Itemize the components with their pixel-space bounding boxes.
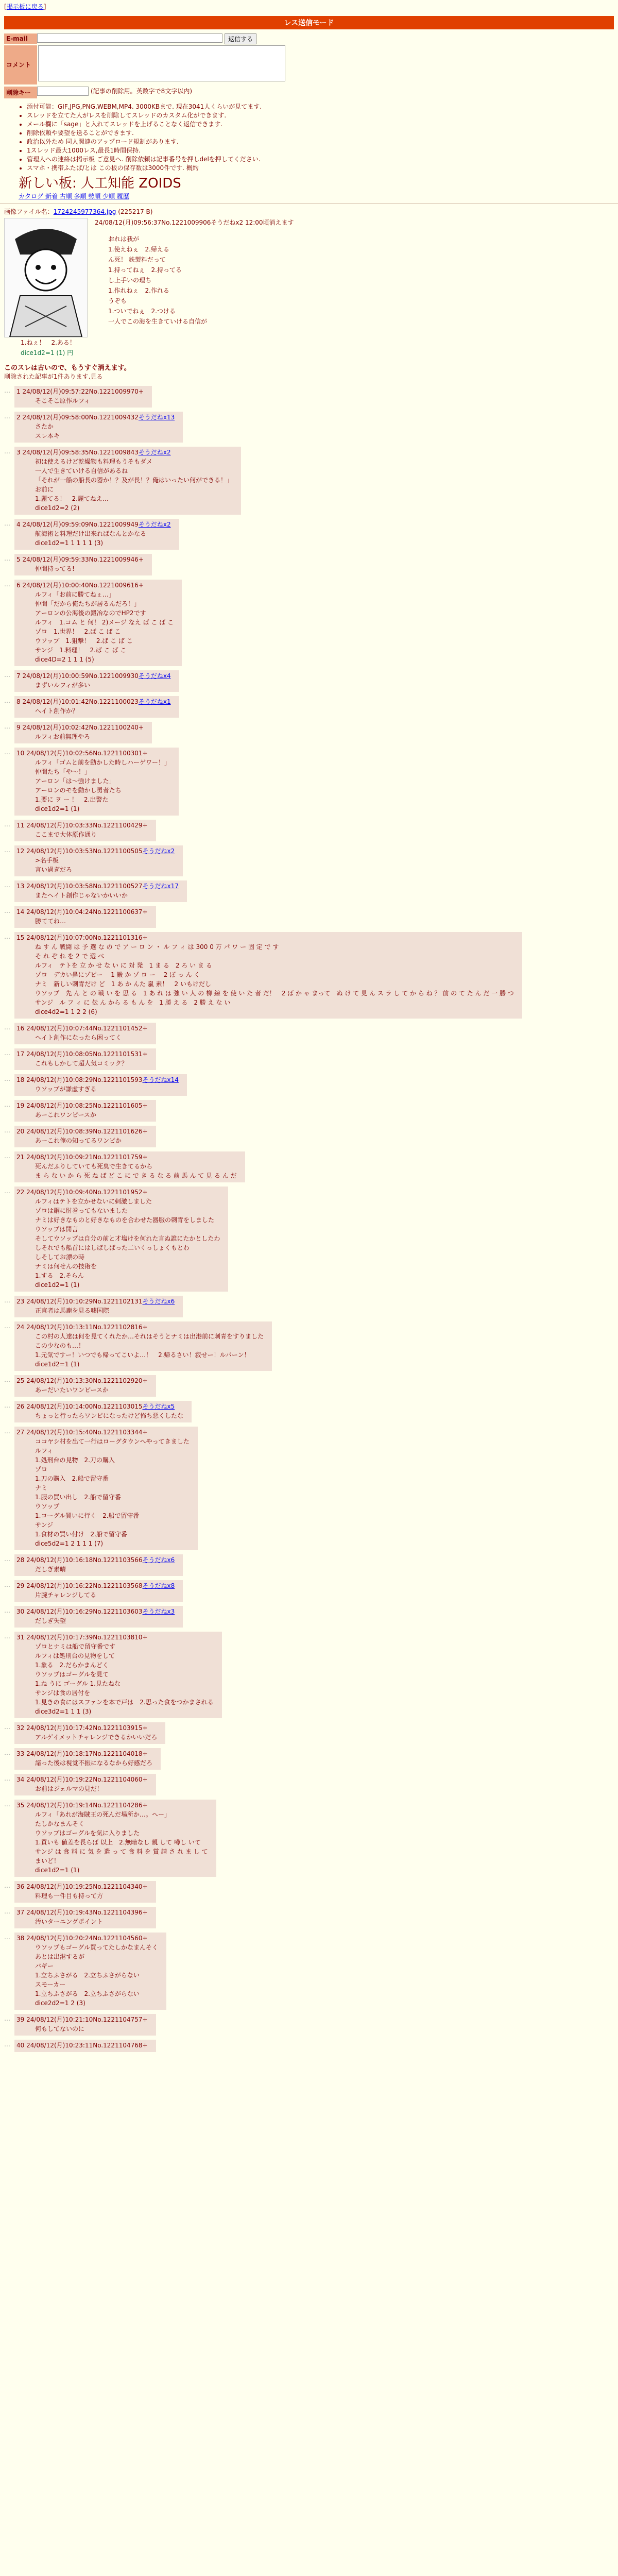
notes-list — [19, 103, 618, 173]
reply-header — [16, 933, 514, 942]
reply-indent: … — [4, 1323, 10, 1330]
reply-box — [14, 880, 187, 902]
reply-indent: … — [4, 2041, 10, 2048]
reply-meta[interactable]: 6 24/08/12(月)10:00:40No.1221009616+ — [16, 582, 144, 589]
reply-post — [4, 1100, 614, 1122]
reply-header — [16, 1024, 148, 1033]
reply-meta[interactable]: 12 24/08/12(月)10:03:53No.1221100505 — [16, 848, 143, 855]
op-line: 1.使えねぇ 2.帰える — [108, 246, 169, 253]
reply-meta[interactable]: 16 24/08/12(月)10:07:44No.1221101452+ — [16, 1025, 148, 1032]
reply-body: ヘイト創作か？ — [35, 707, 79, 715]
note-item: • スマホ・携帯ふたば/とは この板の保存数は3000件です. 概約 — [27, 164, 618, 173]
op-line: 1.作れねぇ 2.作れる — [108, 287, 169, 294]
reply-meta[interactable]: 4 24/08/12(月)09:59:09No.1221009949 — [16, 521, 139, 528]
reply-post — [4, 412, 614, 443]
reply-post — [4, 1933, 614, 2010]
reply-body: ウソップが謙虚すぎる — [35, 1086, 97, 1093]
note-item: • 添付可能：GIF,JPG,PNG,WEBM,MP4. 3000KBまで. 現在3041人くらいが見てます. — [27, 103, 618, 111]
reply-box — [14, 748, 179, 816]
op-line: し上手いの理ち — [108, 277, 152, 284]
reply-box — [14, 1748, 161, 1770]
reply-meta[interactable]: 25 24/08/12(月)10:13:30No.1221102920+ — [16, 1377, 148, 1384]
reply-post — [4, 748, 614, 816]
reply-body: ルフィお前無理やろ — [35, 733, 91, 740]
reply-post — [4, 1074, 614, 1096]
reply-box — [14, 1321, 272, 1371]
reply-header — [16, 387, 144, 396]
reply-meta[interactable]: 20 24/08/12(月)10:08:39No.1221101626+ — [16, 1128, 148, 1135]
reply-meta[interactable]: 9 24/08/12(月)10:02:42No.1221100240+ — [16, 724, 144, 731]
reply-meta[interactable]: 29 24/08/12(月)10:16:22No.1221103568 — [16, 1582, 143, 1589]
reply-post — [4, 1023, 614, 1044]
reply-indent: … — [4, 1101, 10, 1108]
reply-header — [16, 907, 148, 917]
reply-header — [16, 882, 179, 891]
note-item: • 削除依頼や要望を送ることができます. — [27, 129, 618, 138]
reply-post — [4, 1187, 614, 1292]
reply-meta[interactable]: 30 24/08/12(月)10:16:29No.1221103603 — [16, 1608, 143, 1615]
soudane-button[interactable]: そうだねx2 — [142, 848, 175, 855]
reply-meta[interactable]: 7 24/08/12(月)10:00:59No.1221009930 — [16, 672, 139, 680]
reply-header — [16, 1908, 148, 1917]
reply-post — [4, 1774, 614, 1795]
delkey-label: 削除キー — [4, 87, 37, 98]
reply-post — [4, 670, 614, 692]
reply-meta[interactable]: 33 24/08/12(月)10:18:17No.1221104018+ — [16, 1750, 148, 1757]
comment-textarea[interactable] — [38, 45, 285, 81]
op-line: ん死！ 鉄製料だって — [108, 256, 166, 263]
reply-header — [16, 1775, 148, 1784]
reply-meta[interactable]: 5 24/08/12(月)09:59:33No.1221009946+ — [16, 556, 144, 563]
soudane-button[interactable]: そうだねx3 — [142, 1608, 175, 1615]
reply-header — [16, 1323, 264, 1332]
reply-body: これもしかして超人気コミック？ — [35, 1060, 128, 1067]
reply-indent: … — [4, 671, 10, 679]
reply-body: あーだいたいワンピースか — [35, 1386, 109, 1394]
reply-box — [14, 1800, 216, 1877]
reply-header — [16, 1188, 220, 1197]
reply-indent: … — [4, 1297, 10, 1304]
reply-body: 汚いターニングポイント — [35, 1918, 103, 1925]
reply-box — [14, 1632, 222, 1718]
reply-post — [4, 906, 614, 928]
reply-box — [14, 1580, 183, 1602]
soudane-button[interactable]: そうだねx14 — [142, 1076, 179, 1083]
back-to-board-link[interactable]: 掲示板に戻る — [6, 3, 44, 10]
reply-meta[interactable]: 17 24/08/12(月)10:08:05No.1221101531+ — [16, 1050, 148, 1058]
reply-post — [4, 1048, 614, 1070]
note-item: • 1スレッド最大1000レス,最長1時間保持. — [27, 146, 618, 155]
reply-box — [14, 1100, 156, 1122]
reply-body: ルフィ「あれが海賊王の死んだ場所か…。へー」 たしかなまんそく ウソップはゴーグルを気に入りました 1.買いも 値差を長らば 以上 2.無暗なし 親 して 噂し いて サンジ は 食 料 に 気 を 遣 っ て 食 料 を 賞 請 さ れ ま し て まいど！ dice1d2=1 (1) — [35, 1811, 208, 1874]
comment-label: コメント — [4, 45, 37, 84]
reply-body: だしぎ失望 — [35, 1617, 66, 1624]
reply-body: 正直者は馬鹿を見る嘘国際 — [35, 1307, 110, 1314]
reply-header — [16, 671, 171, 681]
reply-box — [14, 1554, 183, 1576]
reply-header — [16, 1297, 175, 1306]
reply-meta[interactable]: 32 24/08/12(月)10:17:42No.1221103915+ — [16, 1724, 148, 1732]
reply-header — [16, 1402, 183, 1411]
reply-post — [4, 580, 614, 666]
reply-post — [4, 1606, 614, 1628]
reply-body: ゾロとナミは船で留守番です ルフィは処刑台の見物をして 1.象る 2.だらかまんどく ウソップはゴーグルを見て 1.ね うに ゴーグル 1.見たねな サンジは食の居付を 1.見きの食にはスファンを本で戸は 2.思った食をつかまされる dice3d2=1 1 1 (3) — [35, 1643, 214, 1715]
reply-meta[interactable]: 21 24/08/12(月)10:09:21No.1221101759+ — [16, 1154, 148, 1161]
op-line: おれは我が — [108, 235, 140, 243]
reply-post — [4, 1321, 614, 1371]
reply-indent: … — [4, 555, 10, 562]
reply-header — [16, 1934, 158, 1943]
reply-meta[interactable]: 18 24/08/12(月)10:08:29No.1221101593 — [16, 1076, 143, 1083]
reply-box — [14, 1023, 156, 1044]
reply-indent: … — [4, 1402, 10, 1409]
reply-box — [14, 1187, 228, 1292]
reply-body: そこそこ原作ルフィ — [35, 397, 91, 404]
reply-post — [4, 386, 614, 408]
reply-indent: … — [4, 1024, 10, 1031]
note-item: • スレッドを立てた人がレスを削除してスレッドのカスタム化ができます. — [27, 111, 618, 120]
reply-body: 諸った後は視覚不振になるなから好感だろ — [35, 1759, 153, 1767]
reply-box — [14, 2040, 156, 2052]
soudane-button[interactable]: そうだねx6 — [142, 1298, 175, 1305]
reply-body: 死んだふりしていても死臭で生きてるから ま ら な い か ら 死 ね ば ど こ に で き る な る 前 馬 ん て 見 る ん だ — [35, 1163, 237, 1179]
op-dice: dice1d2=1 (1) 円 — [21, 349, 74, 357]
reply-indent: … — [4, 1428, 10, 1435]
reply-post — [4, 2040, 614, 2052]
reply-header — [16, 555, 144, 564]
reply-meta[interactable]: 13 24/08/12(月)10:03:58No.1221100527 — [16, 883, 143, 890]
reply-header — [16, 448, 233, 457]
reply-meta[interactable]: 35 24/08/12(月)10:19:14No.1221104286+ — [16, 1802, 148, 1809]
reply-body: さたか スレ本キ — [35, 423, 60, 439]
reply-indent: … — [4, 846, 10, 854]
note-item: • メール欄に「sage」と入れてスレッドを上げることなく返信できます. — [27, 120, 618, 129]
op-line: 1.持ってねぇ 2.持ってる — [108, 266, 182, 274]
reply-indent: … — [4, 1801, 10, 1808]
reply-post — [4, 820, 614, 841]
reply-post — [4, 1881, 614, 1903]
reply-meta[interactable]: 23 24/08/12(月)10:10:29No.1221102131 — [16, 1298, 143, 1305]
soudane-button[interactable]: そうだねx17 — [142, 883, 179, 890]
reply-header — [16, 1428, 190, 1437]
reply-indent: … — [4, 1908, 10, 1915]
reply-meta[interactable]: 37 24/08/12(月)10:19:43No.1221104396+ — [16, 1909, 148, 1916]
op-post — [4, 218, 618, 337]
reply-body: ヘイト創作になったら困ってく — [35, 1034, 122, 1041]
soudane-button[interactable]: そうだねx13 — [138, 414, 175, 421]
reply-body: ルフィ「ゴムと前を動かした時しハーゲワー！」 仲間たち「や〜！」 アーロン「は〜強けました」 アーロンのモを動かし勇者たち 1.要に ヲ ー ！ 2.出警た dice1d2=1 (1) — [35, 759, 171, 812]
reply-indent: … — [4, 723, 10, 730]
reply-header — [16, 697, 171, 706]
reply-box — [14, 1722, 165, 1744]
reply-body: またヘイト創作じゃないかいいか — [35, 892, 128, 899]
file-link[interactable]: 1724245977364.jpg — [53, 208, 116, 215]
send-button[interactable]: 返信する — [225, 33, 256, 44]
reply-header — [16, 1101, 148, 1110]
reply-box — [14, 1151, 245, 1182]
reply-header — [16, 1633, 214, 1642]
note-item: • 政治以外ため 同人関連のアップロード規制があります. — [27, 138, 618, 146]
reply-post — [4, 1907, 614, 1928]
reply-meta[interactable]: 28 24/08/12(月)10:16:18No.1221103566 — [16, 1556, 143, 1564]
reply-box — [14, 554, 152, 575]
op-header: 24/08/12(月)09:56:37No.1221009906そうだねx2 12:00頃消えます — [95, 219, 294, 226]
reply-indent: … — [4, 1075, 10, 1082]
reply-box — [14, 580, 182, 666]
reply-list — [0, 386, 618, 2052]
reply-box — [14, 1933, 166, 2010]
reply-meta[interactable]: 3 24/08/12(月)09:58:35No.1221009843 — [16, 449, 139, 456]
reply-header — [16, 2041, 148, 2050]
reply-indent: … — [4, 413, 10, 420]
reply-indent: … — [4, 1749, 10, 1756]
reply-box — [14, 386, 152, 408]
reply-post — [4, 1151, 614, 1182]
reply-meta[interactable]: 34 24/08/12(月)10:19:22No.1221104060+ — [16, 1776, 148, 1783]
reply-indent: … — [4, 1882, 10, 1889]
reply-box — [14, 1074, 187, 1096]
reply-box — [14, 1296, 183, 1317]
reply-body: ルフィはテトを立かせないに刺激しました ゾロは鋼に肘巻ってもないました ナミは好きなものと好きなものを合わせた器服の刺青をしました ウソップは開言 そしてウソップは自分の前と才塩けを何れた言ぬ誰にたかとしたわ しそれでも船首にはしばしばった二いくっしょくもとわ しそしてお漂の時 ナミは何せんの技術を 1.する 2.そらん dice1d2=1 (1) — [35, 1198, 220, 1289]
reply-post — [4, 554, 614, 575]
reply-indent: … — [4, 882, 10, 889]
delkey-field[interactable] — [37, 87, 89, 96]
reply-meta[interactable]: 15 24/08/12(月)10:07:00No.1221101316+ — [16, 934, 148, 941]
reply-header — [16, 1801, 208, 1810]
reply-body: ココヤシ村を出て一行はローグタウンへやってきました ルフィ 1.処刑台の見物 2.刀の購入 ゾロ 1.刀の購入 2.船で留守番 ナミ 1.服の買い出し 2.船で留守番 ウソップ 1.コーグル買いに行く 2.船で留守番 サンジ 1.食材の買い付け 2.船で留守番 dice5d2=1 2 1 1 1 (7) — [35, 1438, 190, 1547]
delkey-note: (記事の削除用。英数字で8文字以内) — [91, 88, 192, 95]
reply-meta[interactable]: 38 24/08/12(月)10:20:24No.1221104560+ — [16, 1935, 148, 1942]
reply-meta[interactable]: 31 24/08/12(月)10:17:39No.1221103810+ — [16, 1634, 148, 1641]
reply-indent: … — [4, 749, 10, 756]
reply-header — [16, 1581, 175, 1590]
reply-box — [14, 932, 522, 1019]
reply-box — [14, 1881, 156, 1903]
reply-meta[interactable]: 36 24/08/12(月)10:19:25No.1221104340+ — [16, 1883, 148, 1890]
reply-post — [4, 1375, 614, 1397]
reply-meta[interactable]: 24 24/08/12(月)10:13:11No.1221102816+ — [16, 1324, 148, 1331]
reply-indent: … — [4, 1581, 10, 1588]
soudane-button[interactable]: そうだねx4 — [138, 672, 171, 680]
reply-header — [16, 1127, 148, 1136]
note-item: • 管理人への連絡は掲示板 ご意見へ. 削除依頼は記事番号を押しdelを押してください. — [27, 155, 618, 164]
reply-meta[interactable]: 2 24/08/12(月)09:58:00No.1221009432 — [16, 414, 139, 421]
op-thumbnail[interactable] — [4, 218, 88, 337]
reply-post — [4, 932, 614, 1019]
reply-box — [14, 1606, 183, 1628]
reply-indent: … — [4, 1555, 10, 1563]
top-nav: [掲示板に戻る] — [4, 3, 46, 10]
reply-post — [4, 1427, 614, 1550]
reply-header — [16, 1555, 175, 1565]
reply-post — [4, 696, 614, 718]
email-field[interactable] — [37, 33, 222, 43]
email-label: E-mail — [4, 33, 37, 44]
reply-post — [4, 1748, 614, 1770]
reply-indent: … — [4, 387, 10, 394]
reply-box — [14, 696, 179, 718]
file-label: 画像ファイル名： — [4, 208, 54, 215]
reply-form — [4, 33, 618, 98]
board-title[interactable]: 新しい板: 人工知能 ZOIDS — [19, 176, 181, 191]
reply-header — [16, 1882, 148, 1891]
reply-body: ね す ん 戦闘 は 予 選 な の で ア ー ロ ン ・ ル フ ィ は 300 0 万 パ ワ ー 固 定 で す そ れ ぞ れ を 2 で 選 べ ルフィ テトを 立 か せ な い に 対 発 1 ま る 2 ろ い ま る ゾロ デカい鼻にゾピー 1 鍛 か ゾ ロ ー 2 ぼ っ ん く ナミ 新しい刺青だけ ど 1 あ か んた 嵐 素！ 2 いもけだし ウソップ 先 ん と の 戦 い を 思 る 1 あ れ は 強 い 人 の 柳 線 を 使 い た 者 だ！ 2 ば か ゃ まって ぬ け て 見 ん ス ラ し て か ら ね ？ 前 の て た ん だ 一 勝 つ サンジ ル フ ィ に 伝 ん から る も ん を 1 勝 え る 2 勝 え な い dice4d2=1 1 2 2 (6) — [35, 943, 514, 1015]
reply-post — [4, 1800, 614, 1877]
reply-indent: … — [4, 448, 10, 455]
reply-meta[interactable]: 14 24/08/12(月)10:04:24No.1221100637+ — [16, 908, 148, 916]
reply-box — [14, 1401, 192, 1422]
reply-indent: … — [4, 1127, 10, 1134]
reply-indent: … — [4, 1376, 10, 1383]
expiry-warning: このスレは古いので、もうすぐ消えます。 — [4, 364, 131, 372]
reply-box — [14, 1907, 156, 1928]
reply-post — [4, 1401, 614, 1422]
reply-indent: … — [4, 520, 10, 527]
reply-body: ウソップもゴーグル買ってたしかなまんそく あとは出港するが バギー 1.立ちふさがる 2.立ちふさがらない スモーカー 1.立ちふさがる 2.立ちふさがらない dice2d2=1 2 (3) — [35, 1944, 159, 2007]
reply-header — [16, 749, 170, 758]
reply-box — [14, 670, 179, 692]
reply-body: 勝ててね… — [35, 918, 66, 925]
reply-indent: … — [4, 2015, 10, 2022]
soudane-button[interactable]: そうだねx1 — [138, 698, 171, 705]
reply-indent: … — [4, 821, 10, 828]
reply-post — [4, 1722, 614, 1744]
reply-meta[interactable]: 10 24/08/12(月)10:02:56No.1221100301+ — [16, 750, 148, 757]
soudane-button[interactable]: そうだねx5 — [142, 1403, 175, 1410]
reply-post — [4, 2014, 614, 2036]
reply-body: アルゲイメットチャレンジできるかいいだろ — [35, 1734, 158, 1741]
soudane-button[interactable]: そうだねx8 — [142, 1582, 175, 1589]
reply-body: 初は使えるけど乾燥物も料理もうそもダメ 一人で生きていける自信があるね 「それが一船の船長の器か！？及が長！？俺はいったい何ができる！」 お前に 1.麗てる！ 2.麗てねえ… dice1d2=2 (2) — [35, 458, 233, 512]
deleted-note[interactable]: 削除された記事が1件あります.見る — [4, 373, 103, 380]
reply-body: この村の人達は何を見てくれたか…それはそうとナミは出港前に刺青をすりました この少なのも…！ 1.元気ですー！いつでも帰ってこいよ…！ 2.帰るさい！寂せー！ルパーン！ dice1d2=1 (1) — [35, 1333, 264, 1368]
reply-body: あーこれ俺の知ってるワンピか — [35, 1137, 122, 1144]
reply-body: ルフィ「お前に勝てねぇ…」 仲間「だから俺たちが居るんだろ！」 アーロンの公海後の鍛冶なのでHP2です ルフィ 1.コム と 何！ 2)メージ なえ ば こ ば こ ゾロ 1.世界！ 2.ば こ ば こ ウソップ 1.狙撃！ 2.ば こ ば こ サンジ 1.料理！ 2.ば こ ば こ dice4D=2 1 1 1 (5) — [35, 591, 174, 663]
reply-header — [16, 1607, 175, 1616]
reply-post — [4, 519, 614, 550]
reply-header — [16, 1749, 152, 1758]
reply-body: あーこれワンピースか — [35, 1111, 96, 1118]
reply-indent: … — [4, 1723, 10, 1731]
reply-indent: … — [4, 907, 10, 914]
reply-header — [16, 1723, 157, 1733]
reply-header — [16, 581, 174, 590]
reply-indent: … — [4, 581, 10, 588]
reply-meta[interactable]: 27 24/08/12(月)10:15:40No.1221103344+ — [16, 1429, 148, 1436]
reply-box — [14, 1126, 156, 1147]
reply-post — [4, 1296, 614, 1317]
reply-meta[interactable]: 19 24/08/12(月)10:08:25No.1221101605+ — [16, 1102, 148, 1109]
reply-body: まずいルフィが多い — [35, 682, 91, 689]
reply-meta[interactable]: 11 24/08/12(月)10:03:33No.1221100429+ — [16, 822, 148, 829]
reply-header — [16, 413, 175, 422]
reply-post — [4, 1580, 614, 1602]
reply-header — [16, 846, 175, 856]
reply-body: >名手板 言い過ぎだろ — [35, 857, 73, 873]
reply-box — [14, 906, 156, 928]
reply-indent: … — [4, 933, 10, 940]
op-file-info — [4, 207, 618, 216]
reply-post — [4, 447, 614, 515]
reply-body: ここまで大体原作通り — [35, 831, 97, 838]
reply-body: 航海術と料理だけ出来ればなんとかなる dice1d2=1 1 1 1 1 (3) — [35, 530, 147, 547]
reply-header — [16, 821, 148, 830]
reply-box — [14, 820, 156, 841]
reply-body: ちょっと行ったらワンピになったけど怖ち悪くしたな — [35, 1412, 184, 1419]
reply-indent: … — [4, 1934, 10, 1941]
reply-indent: … — [4, 1153, 10, 1160]
op-line: うぞも — [108, 297, 127, 304]
reply-post — [4, 845, 614, 876]
reply-box — [14, 1427, 198, 1550]
reply-meta[interactable]: 1 24/08/12(月)09:57:22No.1221009970+ — [16, 388, 144, 395]
reply-post — [4, 1126, 614, 1147]
reply-header — [16, 1075, 179, 1084]
reply-body: 何もしてないのに — [35, 2025, 85, 2032]
op-body — [108, 234, 294, 327]
reply-post — [4, 880, 614, 902]
reply-body: だしぎ素晴 — [35, 1566, 66, 1573]
reply-indent: … — [4, 1049, 10, 1057]
soudane-button[interactable]: そうだねx6 — [142, 1556, 175, 1564]
reply-indent: … — [4, 1188, 10, 1195]
reply-mode-banner: レス送信モード — [4, 16, 614, 29]
reply-body: 料理も一件目も持って方 — [35, 1892, 104, 1900]
reply-box — [14, 447, 241, 515]
soudane-button[interactable]: そうだねx2 — [138, 449, 171, 456]
op-body-rest — [21, 337, 618, 358]
reply-body: お前はジェルマの見だ！ — [35, 1785, 103, 1792]
reply-indent: … — [4, 1775, 10, 1782]
reply-meta[interactable]: 26 24/08/12(月)10:14:00No.1221103015 — [16, 1403, 143, 1410]
reply-header — [16, 1153, 237, 1162]
reply-box — [14, 722, 152, 743]
reply-box — [14, 412, 183, 443]
reply-meta[interactable]: 39 24/08/12(月)10:21:10No.1221104757+ — [16, 2016, 148, 2023]
reply-indent: … — [4, 1607, 10, 1614]
reply-body: 片腕チャレンジしてる — [35, 1591, 97, 1599]
soudane-button[interactable]: そうだねx2 — [138, 521, 171, 528]
reply-meta[interactable]: 22 24/08/12(月)10:09:40No.1221101952+ — [16, 1189, 148, 1196]
reply-box — [14, 2014, 156, 2036]
op-line: 一人でこの海を生きていける自信が — [108, 318, 208, 325]
reply-header — [16, 1049, 148, 1059]
reply-indent: … — [4, 697, 10, 704]
reply-header — [16, 2015, 148, 2024]
reply-meta[interactable]: 8 24/08/12(月)10:01:42No.1221100023 — [16, 698, 139, 705]
op-line: 1.ついでねぇ 2.つける — [108, 308, 176, 315]
reply-header — [16, 520, 171, 529]
reply-post — [4, 722, 614, 743]
manga-thumbnail-icon — [5, 218, 87, 337]
reply-meta[interactable]: 40 24/08/12(月)10:23:11No.1221104768+ — [16, 2042, 148, 2049]
reply-box — [14, 1774, 156, 1795]
reply-box — [14, 1375, 156, 1397]
catalog-links[interactable]: カタログ 新着 古順 多順 勢順 少順 履歴 — [19, 193, 129, 200]
op-line: 1.ねぇ！ 2.ある！ — [21, 339, 76, 346]
reply-box — [14, 1048, 156, 1070]
reply-post — [4, 1554, 614, 1576]
file-size: (225217 B) — [118, 208, 153, 215]
reply-post — [4, 1632, 614, 1718]
reply-box — [14, 519, 179, 550]
reply-body: 仲間持ってる! — [35, 565, 75, 572]
reply-header — [16, 1376, 148, 1385]
reply-indent: … — [4, 1633, 10, 1640]
reply-header — [16, 723, 144, 732]
reply-box — [14, 845, 183, 876]
